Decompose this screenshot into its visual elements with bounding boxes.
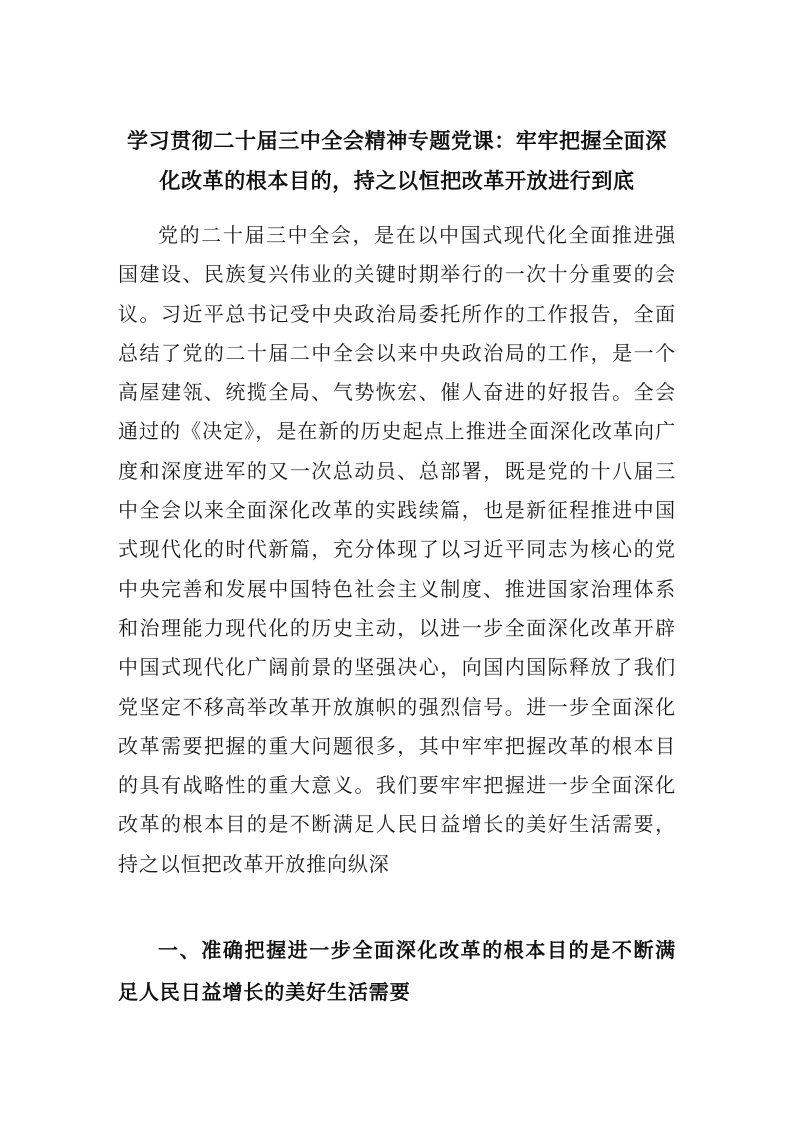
section-heading: 一、准确把握进一步全面深化改革的根本目的是不断满足人民日益增长的美好生活需要 [118, 938, 676, 1004]
body-paragraph: 党的二十届三中全会，是在以中国式现代化全面推进强国建设、民族复兴伟业的关键时期举行的一次十分重要的会议。习近平总书记受中央政治局委托所作的工作报告，全面总结了党的二十届二中全会以来中央政治局的工作，是一个高屋建瓴、统揽全局、气势恢宏、催人奋进的好报告。全会通过的《决定》，是在新的历史起点上推进全面深化改革向广度和深度进军的又一次总动员、总部署，既是党的十八届三中全会以来全面深化改革的实践续篇，也是新征程推进中国式现代化的时代新篇，充分体现了以习近平同志为核心的党中央完善和发展中国特色社会主义制度、推进国家治理体系和治理能力现代化的历史主动，以进一步全面深化改革开辟中国式现代化广阔前景的坚强决心，向国内国际释放了我们党坚定不移高举改革开放旗帜的强烈信号。进一步全面深化改革需要把握的重大问题很多，其中牢牢把握改革的根本目的具有战略性的重大意义。我们要牢牢把握进一步全面深化改革的根本目的是不断满足人民日益增长的美好生活需要，持之以恒把改革开放推向纵深 [118, 223, 676, 876]
document-title: 学习贯彻二十届三中全会精神专题党课：牢牢把握全面深化改革的根本目的，持之以恒把改革开放进行到底 [127, 129, 667, 193]
